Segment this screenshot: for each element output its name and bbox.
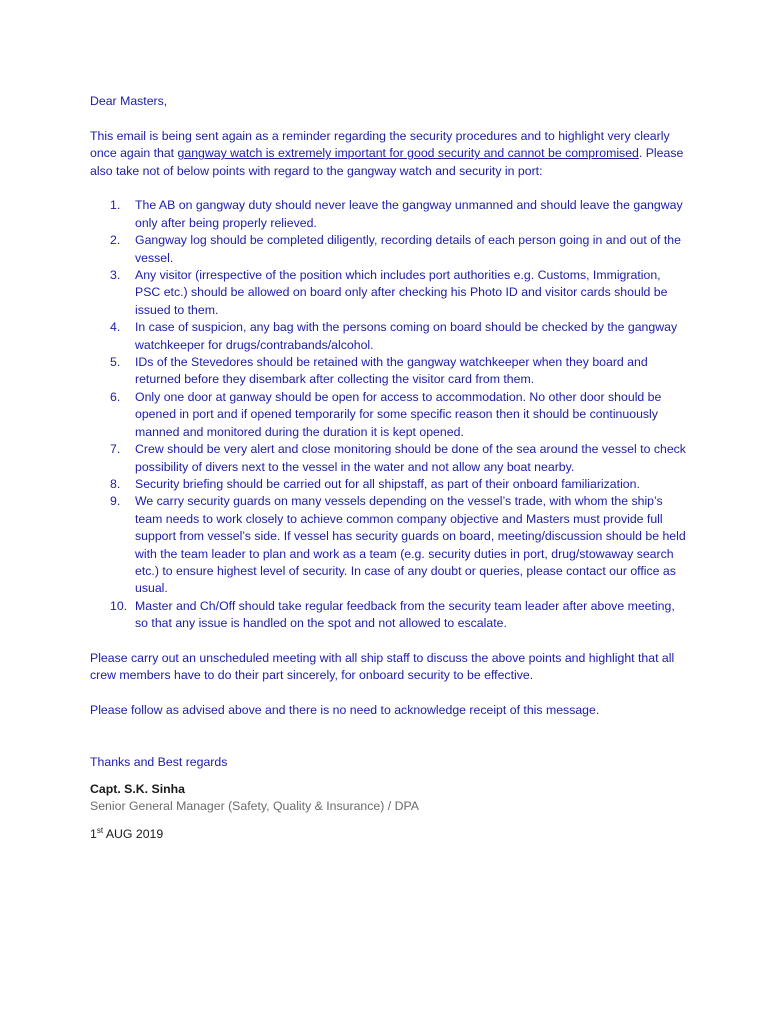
list-item-number: 9. <box>110 494 121 509</box>
list-item-text: Only one door at ganway should be open for access to accommodation. No other door should be opened in port and if opened temporarily for some specific reason then it should be continuously manned and monitored during the duration it is kept opened. <box>135 389 662 439</box>
closing-paragraph: Please carry out an unscheduled meeting with all ship staff to discuss the above points and highlight that all crew members have to do their part sincerely, for onboard security to be effective. <box>90 650 675 683</box>
list-item <box>90 232 686 267</box>
intro-text-after: . Please also take not of below points with regard to the gangway watch and security in port: <box>90 146 684 178</box>
list-item-number: 10. <box>110 598 128 613</box>
list-item-number: 8. <box>110 476 121 491</box>
list-item-number: 5. <box>110 355 121 370</box>
list-item <box>90 493 686 597</box>
list-item-text: Any visitor (irrespective of the position which includes port authorities e.g. Customs, Immigration, PSC etc.) should be allowed on board only after checking his Photo ID and visitor cards should be issued to them. <box>135 268 668 317</box>
date-month-year: AUG 2019 <box>103 826 164 841</box>
list-item-number: 1. <box>110 198 121 213</box>
list-item <box>90 319 686 354</box>
list-item-text: Crew should be very alert and close monitoring should be done of the sea around the vessel to check possibility of divers next to the vessel in the water and not allow any boat nearby. <box>135 442 686 474</box>
list-item-number: 6. <box>110 389 121 404</box>
intro-text-before: This email is being sent again as a reminder regarding the security procedures and to highlight very clearly once again that <box>90 128 670 161</box>
list-item <box>90 389 686 441</box>
intro-paragraph <box>90 128 686 180</box>
list-item-text: The AB on gangway duty should never leave the gangway unmanned and should leave the gangway only after being properly relieved. <box>135 198 683 230</box>
list-item-number: 2. <box>110 233 121 248</box>
list-item-text: In case of suspicion, any bag with the persons coming on board should be checked by the gangway watchkeeper for drugs/contrabands/alcohol. <box>135 320 678 352</box>
letter-body <box>90 93 686 843</box>
list-item <box>90 476 686 493</box>
date-suffix: st <box>96 825 104 835</box>
list-item-text: IDs of the Stevedores should be retained with the gangway watchkeeper when they board and returned before they disembark after collecting the visitor card from them. <box>135 355 648 387</box>
list-item-text: Gangway log should be completed diligently, recording details of each person going in and out of the vessel. <box>135 233 681 265</box>
list-item <box>90 441 686 476</box>
list-item-number: 4. <box>110 320 121 335</box>
date-day: 1 <box>90 826 97 841</box>
list-item <box>90 197 686 232</box>
security-points-list <box>90 197 686 632</box>
follow-up-paragraph: Please follow as advised above and there is no need to acknowledge receipt of this message. <box>90 703 600 718</box>
sign-off: Thanks and Best regards <box>90 755 228 770</box>
list-item <box>90 598 686 633</box>
intro-underlined-text: gangway watch is extremely important for good security and cannot be compromised <box>177 146 639 161</box>
greeting: Dear Masters, <box>90 94 168 108</box>
signature-date <box>90 826 686 843</box>
list-item-text: We carry security guards on many vessels depending on the vessel’s trade, with whom the ship’s team needs to work closely to achieve common company objective and Masters must provide full support from vessel’s side. If vessel has security guards on board, meeting/discussion should be held with the team leader to plan and work as a team (e.g. security duties in port, drug/stowaway search etc.) to ensure highest level of security. In case of any doubt or queries, please contact our office as usual. <box>135 494 686 596</box>
list-item <box>90 267 686 319</box>
list-item-text: Master and Ch/Off should take regular feedback from the security team leader after above meeting, so that any issue is handled on the spot and not allowed to escalate. <box>135 598 675 631</box>
list-item <box>90 354 686 389</box>
list-item-number: 7. <box>110 442 121 457</box>
signature-title: Senior General Manager (Safety, Quality & Insurance) / DPA <box>90 799 419 814</box>
list-item-number: 3. <box>110 268 121 283</box>
signature-name: Capt. S.K. Sinha <box>90 781 185 796</box>
list-item-text: Security briefing should be carried out for all shipstaff, as part of their onboard familiarization. <box>135 476 640 491</box>
